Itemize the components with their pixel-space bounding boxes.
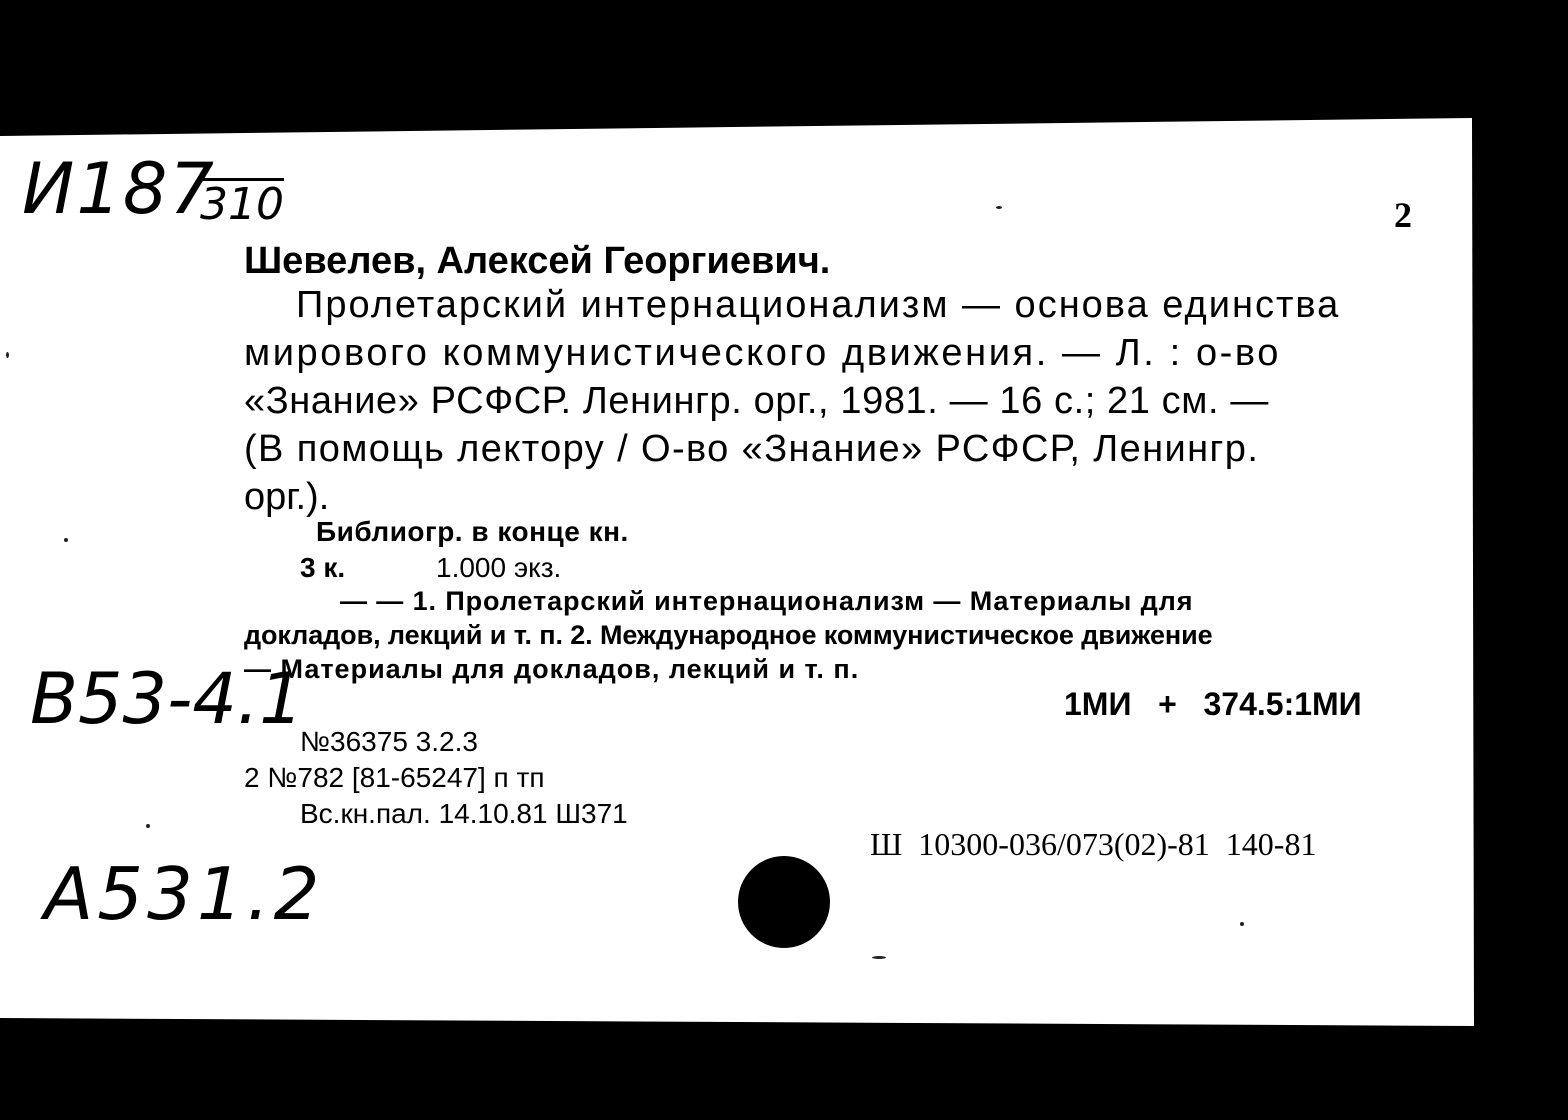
author-heading: Шевелев, Алексей Георгиевич.: [244, 240, 831, 282]
bibliography-note: Библиогр. в конце кн.: [316, 516, 629, 547]
description-line: «Знание» РСФСР. Ленингр. орг., 1981. — 16 с.; 21 см. —: [244, 380, 1269, 422]
speck: [6, 352, 9, 358]
tracking-line-3: Вс.кн.пал. 14.10.81 Ш371: [300, 798, 628, 829]
speck: [146, 824, 150, 828]
subject-line: — Материалы для докладов, лекций и т. п.: [244, 654, 860, 684]
card-number: 2: [1394, 195, 1412, 235]
price-note: 3 к.: [300, 552, 346, 583]
speck: [872, 956, 886, 959]
description-line: Пролетарский интернационализм — основа единства: [296, 284, 1341, 326]
speck: [1240, 922, 1244, 926]
speck: [64, 538, 68, 542]
handwritten-shelf-mark-denominator: 310: [200, 179, 284, 230]
copies-note: 1.000 экз.: [436, 552, 562, 583]
description-line: (В помощь лектору / О-во «Знание» РСФСР, Ленингр.: [244, 428, 1260, 470]
description-line: мирового коммунистического движения. — Л. : о-во: [244, 332, 1282, 374]
subject-line: — — 1. Пролетарский интернационализм — Материалы для: [340, 586, 1194, 616]
handwritten-classification-bottom: А531.2: [44, 852, 324, 936]
handwritten-shelf-mark: И187: [22, 148, 216, 230]
punch-hole: [738, 856, 830, 948]
tracking-line-2: 2 №782 [81-65247] п тп: [244, 762, 545, 793]
catalog-code: Ш 10300-036/073(02)-81 140-81: [870, 826, 1317, 862]
description-line: орг.).: [244, 476, 330, 518]
subject-line: докладов, лекций и т. п. 2. Международное коммунистическое движение: [244, 620, 1213, 650]
tracking-line-1: №36375 3.2.3: [300, 726, 478, 757]
handwritten-classification-mid: В53-4.1: [30, 658, 304, 740]
classification-code: 1МИ + 374.5:1МИ: [1064, 686, 1362, 722]
speck: [996, 206, 1002, 209]
